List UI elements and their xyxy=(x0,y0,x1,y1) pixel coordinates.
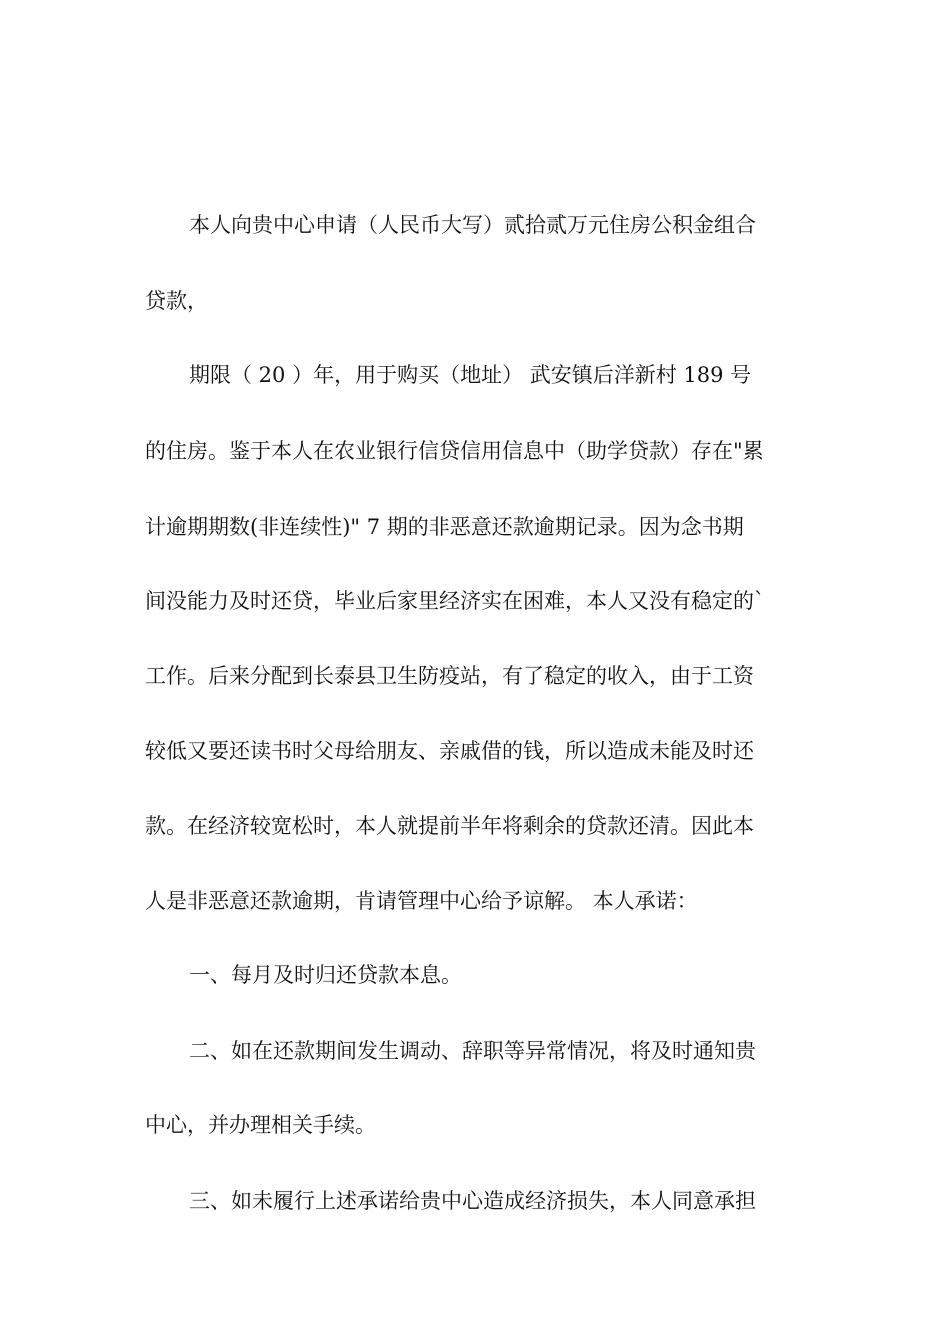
paragraph-line: 本人向贵中心申请（人民币大写）贰拾贰万元住房公积金组合 xyxy=(189,213,756,237)
paragraph-line: 贷款， xyxy=(145,289,208,313)
paragraph-line: 期限（ 20 ）年，用于购买（地址） 武安镇后洋新村 189 号 xyxy=(189,363,752,387)
paragraph-line: 间没能力及时还贷，毕业后家里经济实在困难，本人又没有稳定的` xyxy=(145,589,765,613)
paragraph-line: 工作。后来分配到长泰县卫生防疫站，有了稳定的收入，由于工资 xyxy=(145,664,754,688)
paragraph-line: 较低又要还读书时父母给朋友、亲戚借的钱，所以造成未能及时还 xyxy=(145,739,754,763)
paragraph-line: 款。在经济较宽松时，本人就提前半年将剩余的贷款还清。因此本 xyxy=(145,814,754,838)
paragraph-line: 人是非恶意还款逾期，肯请管理中心给予谅解。 本人承诺： xyxy=(145,889,698,913)
paragraph-line: 三、如未履行上述承诺给贵中心造成经济损失，本人同意承担 xyxy=(189,1189,756,1213)
paragraph-line: 的住房。鉴于本人在农业银行信贷信用信息中（助学贷款）存在"累 xyxy=(145,439,764,463)
paragraph-line: 中心，并办理相关手续。 xyxy=(145,1113,376,1137)
paragraph-line: 计逾期期数(非连续性)" 7 期的非恶意还款逾期记录。因为念书期 xyxy=(145,515,744,539)
paragraph-line: 一、每月及时归还贷款本息。 xyxy=(189,963,462,987)
paragraph-line: 二、如在还款期间发生调动、辞职等异常情况，将及时通知贵 xyxy=(189,1039,756,1063)
